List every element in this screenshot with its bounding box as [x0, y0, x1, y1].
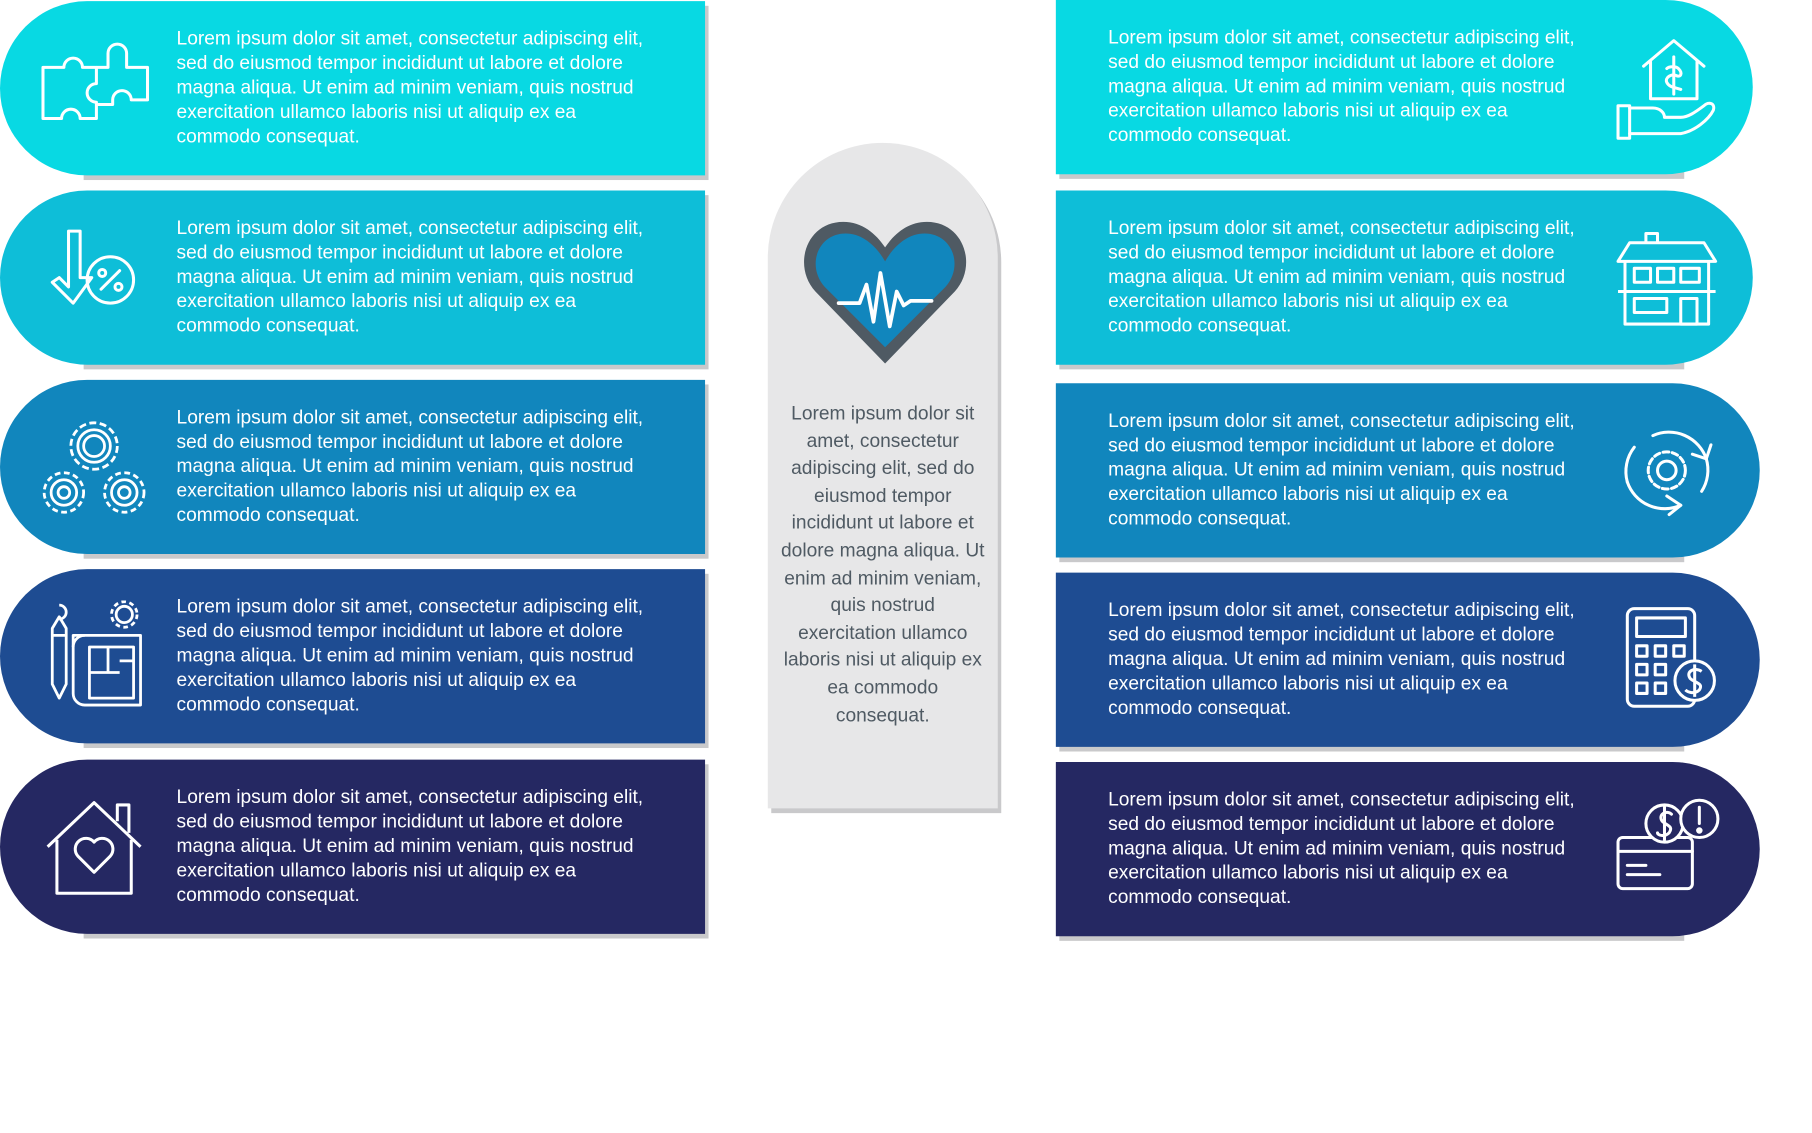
right-item-1-text: Lorem ipsum dolor sit amet, consectetur adipiscing elit, sed do eiusmod tempor incididunt ut labore et dolore magna aliqua. Ut enim ad minim veniam, quis nostrud exercitation ullamco laboris nisi ut aliquip ex ea commodo consequat.: [1108, 27, 1575, 146]
left-item-1-text: Lorem ipsum dolor sit amet, consectetur adipiscing elit, sed do eiusmod tempor incididunt ut labore et dolore magna aliqua. Ut enim ad minim veniam, quis nostrud exercitation ullamco laboris nisi ut aliquip ex ea commodo consequat.: [176, 28, 644, 147]
calculator-dollar-icon: [1611, 604, 1723, 716]
right-item-5-text: Lorem ipsum dolor sit amet, consectetur adipiscing elit, sed do eiusmod tempor incididunt ut labore et dolore magna aliqua. Ut enim ad minim veniam, quis nostrud exercitation ullamco laboris nisi ut aliquip ex ea commodo consequat.: [1108, 789, 1575, 908]
left-item-2: [0, 190, 705, 364]
left-item-4: [0, 569, 705, 743]
right-item-2-text: Lorem ipsum dolor sit amet, consectetur adipiscing elit, sed do eiusmod tempor incididunt ut labore et dolore magna aliqua. Ut enim ad minim veniam, quis nostrud exercitation ullamco laboris nisi ut aliquip ex ea commodo consequat.: [1108, 217, 1575, 337]
left-item-1: [0, 1, 705, 175]
credit-card-alert-icon: [1611, 793, 1723, 905]
house-dollar-hand-icon: [1611, 31, 1723, 143]
price-drop-percent-icon: [38, 222, 150, 334]
left-item-5: [0, 760, 705, 934]
left-item-2-text: Lorem ipsum dolor sit amet, consectetur adipiscing elit, sed do eiusmod tempor incididunt ut labore et dolore magna aliqua. Ut enim ad minim veniam, quis nostrud exercitation ullamco laboris nisi ut aliquip ex ea commodo consequat.: [176, 217, 644, 337]
center-text: Lorem ipsum dolor sit amet, consectetur adipiscing elit, sed do eiusmod tempor incididunt ut labore et dolore magna aliqua. Ut enim ad minim veniam, quis nostrud exercitation ullamco laboris nisi ut aliquip ex ea commodo consequat.: [781, 403, 985, 726]
right-item-4: [1056, 573, 1760, 747]
gear-cycle-icon: [1611, 415, 1723, 527]
left-item-3: [0, 380, 705, 554]
left-item-4-text: Lorem ipsum dolor sit amet, consectetur adipiscing elit, sed do eiusmod tempor incididunt ut labore et dolore magna aliqua. Ut enim ad minim veniam, quis nostrud exercitation ullamco laboris nisi ut aliquip ex ea commodo consequat.: [176, 596, 644, 715]
building-icon: [1611, 222, 1723, 334]
left-item-3-text: Lorem ipsum dolor sit amet, consectetur adipiscing elit, sed do eiusmod tempor incididunt ut labore et dolore magna aliqua. Ut enim ad minim veniam, quis nostrud exercitation ullamco laboris nisi ut aliquip ex ea commodo consequat.: [176, 407, 644, 526]
right-item-4-text: Lorem ipsum dolor sit amet, consectetur adipiscing elit, sed do eiusmod tempor incididunt ut labore et dolore magna aliqua. Ut enim ad minim veniam, quis nostrud exercitation ullamco laboris nisi ut aliquip ex ea commodo consequat.: [1108, 599, 1575, 719]
blueprint-icon: [38, 601, 150, 713]
left-item-5-text: Lorem ipsum dolor sit amet, consectetur adipiscing elit, sed do eiusmod tempor incididunt ut labore et dolore magna aliqua. Ut enim ad minim veniam, quis nostrud exercitation ullamco laboris nisi ut aliquip ex ea commodo consequat.: [176, 786, 644, 906]
heart-pulse-icon: [799, 215, 971, 372]
right-item-5: [1056, 762, 1760, 936]
gears-icon: [38, 411, 150, 523]
right-item-1: [1056, 0, 1753, 174]
house-heart-icon: [38, 791, 150, 903]
puzzle-icon: [38, 33, 150, 145]
right-item-3-text: Lorem ipsum dolor sit amet, consectetur adipiscing elit, sed do eiusmod tempor incididunt ut labore et dolore magna aliqua. Ut enim ad minim veniam, quis nostrud exercitation ullamco laboris nisi ut aliquip ex ea commodo consequat.: [1108, 410, 1575, 530]
center-pillar: [768, 143, 998, 809]
right-item-2: [1056, 190, 1753, 364]
right-item-3: [1056, 383, 1760, 557]
